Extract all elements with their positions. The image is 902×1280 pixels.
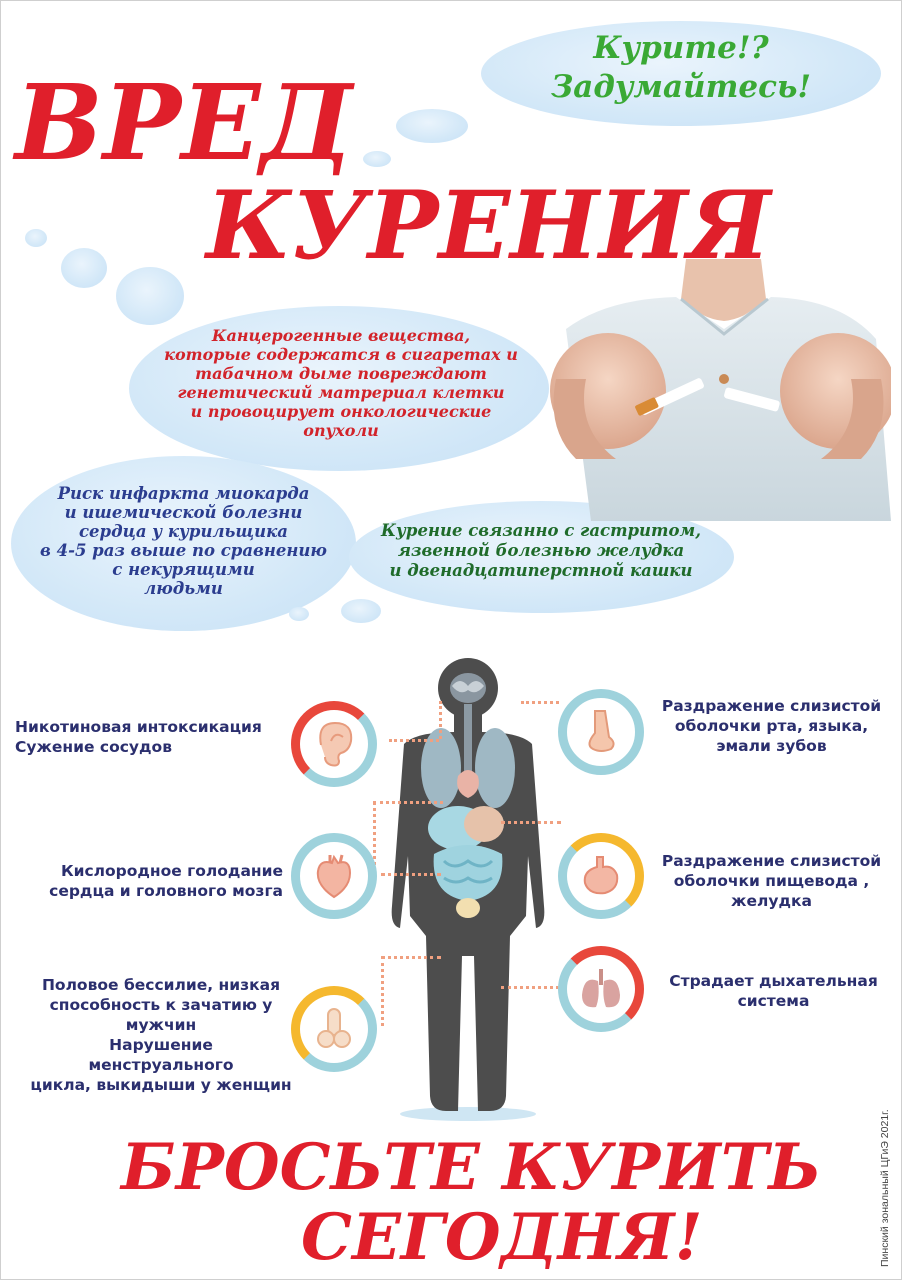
call-line-2: СЕГОДНЯ! <box>301 1200 703 1275</box>
cloud-bubble <box>25 229 47 247</box>
lungs-circle <box>558 946 644 1032</box>
nose-circle <box>558 689 644 775</box>
esophagus-effect-text: Раздражение слизистой оболочки пищевода , желудка <box>661 852 882 910</box>
oxygen-effect-text: Кислородное голодание сердца и головного мозга <box>49 862 283 900</box>
slogan <box>501 29 861 107</box>
cloud-bubble <box>61 248 107 288</box>
nose-icon <box>581 709 621 755</box>
call-line-1: БРОСЬТЕ КУРИТЬ <box>121 1130 822 1205</box>
mouth-effect-text: Раздражение слизистой оболочки рта, языка, эмали зубов <box>661 697 882 755</box>
ear-icon <box>311 719 357 769</box>
title-line-2: КУРЕНИЯ <box>206 171 771 281</box>
heart-icon <box>312 853 356 899</box>
slogan-line-1: Курите!? <box>593 30 769 66</box>
credit-text: Пинский зональный ЦГиЭ 2021г. <box>879 1109 891 1267</box>
cloud-bubble <box>289 607 309 621</box>
connector-line <box>439 701 442 739</box>
cloud-bubble <box>363 151 391 167</box>
stomach-icon <box>579 855 623 897</box>
carcinogens-text: Канцерогенные вещества, которые содержатся в сигаретах и табачном дыме повреждают генетический матрериал клетки и провоцирует онкологические опухоли <box>164 326 518 440</box>
connector-line <box>389 739 439 742</box>
connector-line <box>381 873 441 876</box>
stomach-text: Курение связанно с гастритом, язвенной болезнью желудка и двенадцатиперстной кашки <box>381 521 701 580</box>
connector-line <box>501 986 559 989</box>
cloud-bubble <box>341 599 381 623</box>
title-line-1: ВРЕД <box>15 61 353 184</box>
reproductive-organ-icon <box>314 1005 354 1053</box>
nicotine-effect-text: Никотиновая интоксикация Сужение сосудов <box>15 718 262 756</box>
cloud-bubble <box>396 109 468 143</box>
man-breaking-cigarette-photo <box>546 259 891 521</box>
lungs-icon <box>578 967 624 1011</box>
human-body-illustration <box>386 656 551 1121</box>
respiratory-effect-text: Страдает дыхательная система <box>669 972 878 1010</box>
stomach-circle <box>558 833 644 919</box>
cloud-bubble <box>116 267 184 325</box>
connector-line <box>521 701 559 704</box>
heart-circle <box>291 833 377 919</box>
slogan-line-2: Задумайтесь! <box>550 69 812 105</box>
connector-line <box>373 801 443 804</box>
connector-line <box>381 956 441 959</box>
reproductive-effect-text: Половое бессилие, низкая способность к зачатию у мужчин Нарушение менструального цикла, выкидыши у женщин <box>30 976 292 1094</box>
ear-circle <box>291 701 377 787</box>
heart-risk-text: Риск инфаркта миокарда и ишемической болезни сердца у курильщика в 4-5 раз выше по сравнению с некурящими людьми <box>40 484 327 598</box>
connector-line <box>501 821 561 824</box>
connector-line <box>381 956 384 1026</box>
